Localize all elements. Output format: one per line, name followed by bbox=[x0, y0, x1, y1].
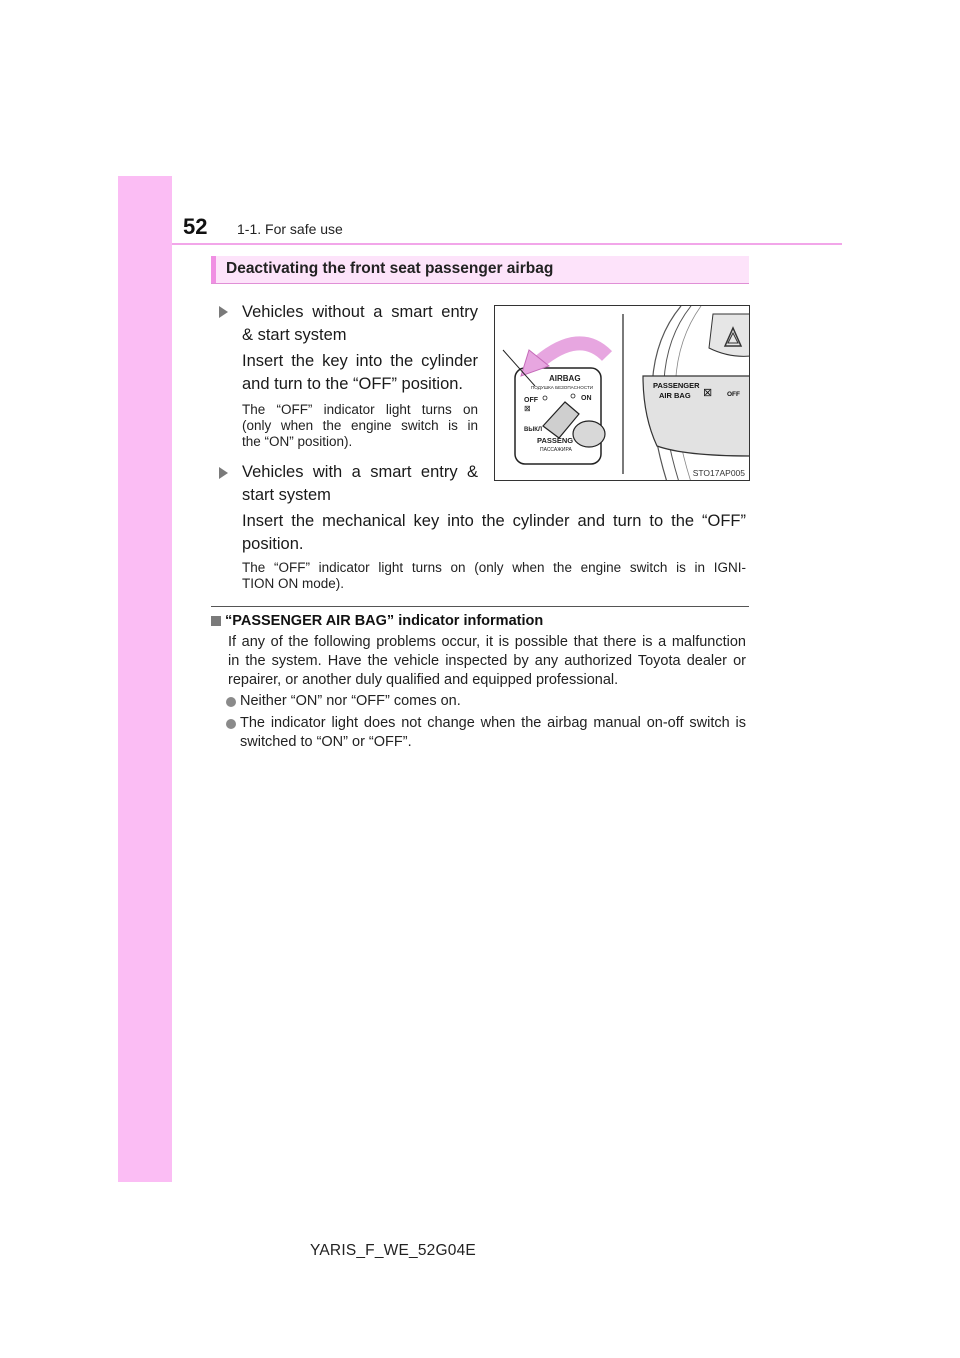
item-2-title-line-2: start system bbox=[242, 486, 331, 504]
item-1-instruction-line-1: Insert the key into the cylinder bbox=[242, 352, 478, 370]
info-title: “PASSENGER AIR BAG” indicator information bbox=[225, 613, 544, 629]
section-title: 1-1. For safe use bbox=[237, 221, 343, 237]
footer-code: YARIS_F_WE_52G04E bbox=[310, 1242, 476, 1259]
switch-airbag-label-ru: ПОДУШКА БЕЗОПАСНОСТИ bbox=[531, 385, 594, 390]
square-bullet-icon bbox=[211, 616, 221, 626]
item-2-instruction-line-2: position. bbox=[242, 535, 304, 553]
panel-off-label: OFF bbox=[727, 391, 740, 398]
info-bullet-2-line-1: The indicator light does not change when the airbag manual on-off switch is bbox=[240, 715, 746, 731]
info-paragraph-line-3: repairer, or another duly qualified and equipped professional. bbox=[228, 672, 619, 688]
info-bullet-2-line-2: switched to “ON” or “OFF”. bbox=[240, 734, 412, 750]
switch-airbag-label: AIRBAG bbox=[549, 374, 581, 383]
info-paragraph-line-2: in the system. Have the vehicle inspected by any authorized Toyota dealer or bbox=[228, 653, 746, 669]
info-paragraph-line-1: If any of the following problems occur, it is possible that there is a malfunction bbox=[228, 634, 746, 650]
panel-passenger-label: PASSENGER bbox=[653, 381, 700, 390]
item-1-title-line-1: Vehicles without a smart entry bbox=[242, 303, 478, 321]
item-1-instruction-line-2: and turn to the “OFF” position. bbox=[242, 375, 464, 393]
triangle-bullet-icon bbox=[219, 306, 228, 318]
item-1-title-line-2: & start system bbox=[242, 326, 347, 344]
figure-code: STO17AP005 bbox=[692, 468, 745, 478]
item-2-instruction-line-1: Insert the mechanical key into the cylinder and turn to the “OFF” bbox=[242, 512, 746, 530]
side-color-strip bbox=[118, 176, 172, 1182]
triangle-bullet-icon bbox=[219, 467, 228, 479]
switch-off-label-ru: ВЫКЛ bbox=[524, 427, 543, 433]
item-2-note-line-1: The “OFF” indicator light turns on (only when the engine switch is in IGNI- bbox=[242, 560, 746, 575]
airbag-switch-drawing bbox=[495, 306, 750, 481]
switch-on-label: ON bbox=[581, 395, 592, 402]
section-heading: Deactivating the front seat passenger airbag bbox=[226, 260, 554, 277]
turn-arrow-icon bbox=[539, 343, 607, 362]
item-1-note-line-3: the “ON” position). bbox=[242, 434, 353, 449]
round-bullet-icon bbox=[226, 697, 236, 707]
switch-off-label: OFF bbox=[524, 397, 538, 404]
item-1-note-line-1: The “OFF” indicator light turns on bbox=[242, 402, 478, 417]
airbag-switch-illustration bbox=[494, 305, 750, 481]
section-rule bbox=[211, 606, 749, 607]
passenger-seat-icon: ⊠ bbox=[524, 404, 531, 413]
switch-passenger-label-ru: ПАССАЖИРА bbox=[540, 447, 572, 453]
switch-passenger-label: PASSENG bbox=[537, 436, 574, 445]
item-2-note-line-2: TION ON mode). bbox=[242, 576, 345, 591]
header-divider bbox=[172, 243, 842, 245]
key-head-icon bbox=[573, 421, 605, 447]
info-bullet-1: Neither “ON” nor “OFF” comes on. bbox=[240, 693, 461, 709]
item-2-title-line-1: Vehicles with a smart entry & bbox=[242, 463, 478, 481]
panel-airbag-label: AIR BAG bbox=[659, 391, 691, 400]
round-bullet-icon bbox=[226, 719, 236, 729]
page-number: 52 bbox=[183, 214, 208, 239]
section-heading-bar bbox=[211, 256, 749, 284]
heading-accent-bar bbox=[211, 256, 216, 283]
item-1-note-line-2: (only when the engine switch is in bbox=[242, 418, 478, 433]
passenger-airbag-icon: ⊠ bbox=[703, 387, 713, 399]
